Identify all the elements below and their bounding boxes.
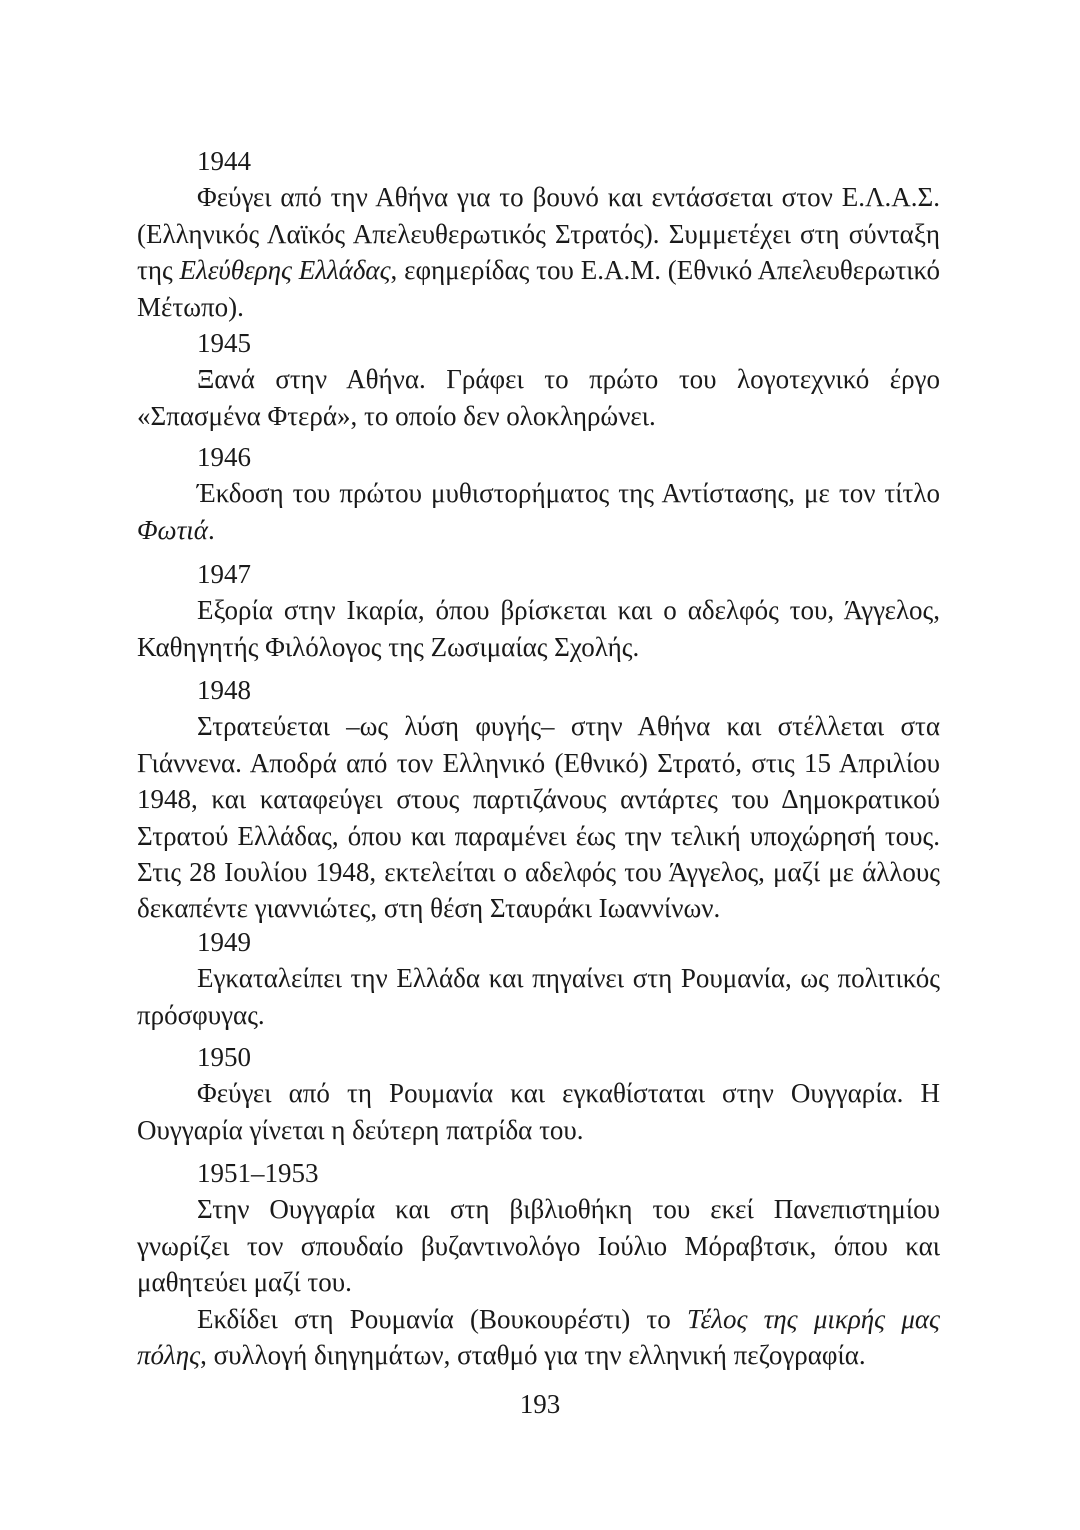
novel-title: Φωτιά (137, 514, 208, 545)
entry-paragraph (137, 475, 940, 548)
entry-year: 1946 (197, 442, 251, 472)
entry-year: 1951–1953 (197, 1158, 319, 1188)
page-number: 193 (519, 1389, 561, 1419)
text-run: . (207, 514, 215, 545)
newspaper-title: Ελεύθερης Ελλάδας (179, 255, 391, 286)
text-run: Εγκαταλείπει την Ελλάδα και πηγαίνει στη Ρουμανία, ως πολιτικός πρόσφυγας. (137, 963, 940, 1030)
entry-year: 1944 (197, 146, 251, 176)
text-run: Στην Ουγγαρία και στη βιβλιοθήκη του εκεί Πανεπιστημίου γνωρίζει τον σπουδαίο βυζαντινολόγο Ιούλιο Μόραβτσικ, όπου και μαθητεύει μαζί του. (137, 1194, 940, 1298)
entry-paragraph (137, 960, 940, 1033)
entry-paragraph (137, 1301, 940, 1374)
text-run: Έκδοση του πρώτου μυθιστορήματος της Αντίστασης, με τον τίτλο (197, 478, 940, 509)
entry-paragraph (137, 1191, 940, 1300)
chronology-entry (137, 672, 940, 927)
chronology-entry (137, 143, 940, 325)
text-run: , συλλογή διηγημάτων, σταθμό για την ελληνική πεζογραφία. (200, 1340, 866, 1371)
text-run: , εφημερίδας του Ε.Α.Μ. (Εθνικό Απελευθερωτικό Μέτωπο). (137, 255, 940, 322)
entry-year: 1948 (197, 675, 251, 705)
text-run: Φεύγει από την Αθήνα για το βουνό και εντάσσεται στον Ε.Λ.Α.Σ. (Ελληνικός Λαϊκός Απελευθερωτικός Στρατός). Συμμετέχει στη σύνταξη της (137, 182, 940, 286)
text-run: Εκδίδει στη Ρουμανία (Βουκουρέστι) το (197, 1303, 687, 1334)
entry-paragraph (137, 179, 940, 325)
text-run: Φεύγει από τη Ρουμανία και εγκαθίσταται στην Ουγγαρία. Η Ουγγαρία γίνεται η δεύτερη πατρίδα του. (137, 1078, 940, 1145)
entry-paragraph (137, 1075, 940, 1148)
entry-year: 1947 (197, 559, 251, 589)
entry-year: 1945 (197, 328, 251, 358)
text-run: Ξανά στην Αθήνα. Γράφει το πρώτο του λογοτεχνικό έργο «Σπασμένα Φτερά», το οποίο δεν ολοκληρώνει. (137, 364, 940, 431)
entry-paragraph (137, 361, 940, 434)
book-title: Τέλος της μικρής μας πόλης (137, 1303, 941, 1371)
entry-paragraph (137, 592, 940, 665)
text-run: Στρατεύεται –ως λύση φυγής– στην Αθήνα και στέλλεται στα Γιάννενα. Αποδρά από τον Ελληνικό (Εθνικό) Στρατό, στις 15 Απριλίου 1948, και καταφεύγει στους παρτιζάνους αντάρτες του Δημοκρατικού Στρατού Ελλάδας, όπου και παραμένει έως την τελική υποχώρησή τους. Στις 28 Ιουλίου 1948, εκτελείται ο αδελφός του Άγγελος, μαζί με άλλους δεκαπέντε γιαννιώτες, στη θέση Σταυράκι Ιωαννίνων. (137, 711, 940, 924)
entry-paragraph (137, 708, 940, 926)
entry-year: 1949 (197, 927, 251, 957)
text-run: Εξορία στην Ικαρία, όπου βρίσκεται και ο αδελφός του, Άγγελος, Καθηγητής Φιλόλογος της Ζωσιμαίας Σχολής. (137, 595, 940, 662)
entry-year: 1950 (197, 1042, 251, 1072)
chronology-entry (137, 439, 940, 548)
chronology-entry (137, 924, 940, 1033)
chronology-entry (137, 1155, 940, 1373)
chronology-entry (137, 325, 940, 434)
chronology-entry (137, 556, 940, 665)
chronology-entry (137, 1039, 940, 1148)
